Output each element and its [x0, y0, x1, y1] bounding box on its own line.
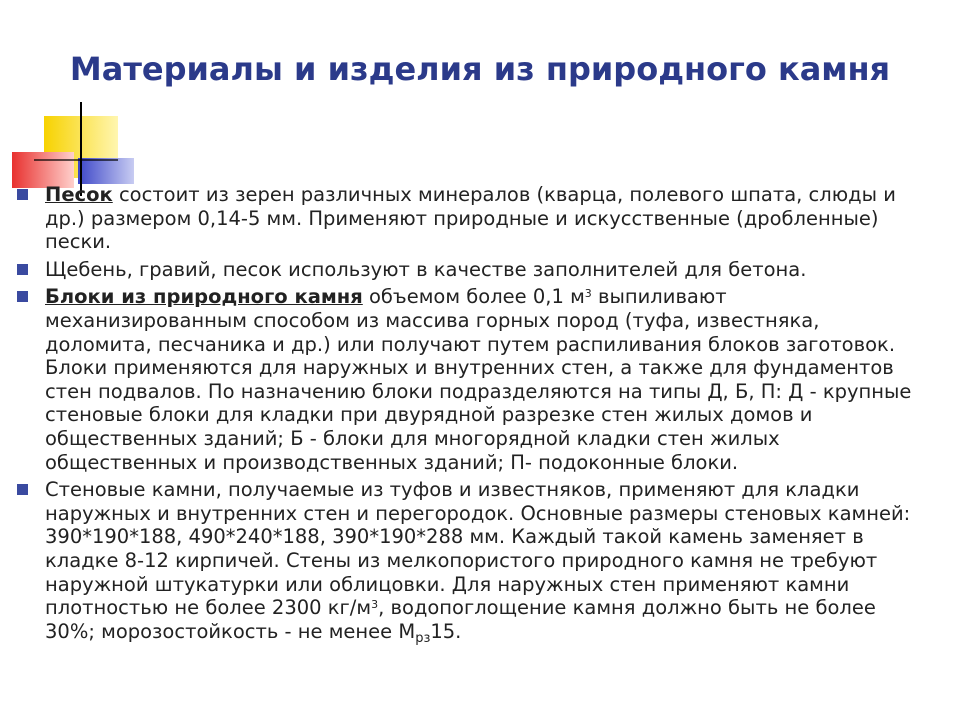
- list-item-wall-stones: [14, 478, 924, 646]
- list-item-sand: [14, 183, 924, 254]
- item-text: объемом более 0,1 м: [362, 285, 585, 309]
- subscript: рз: [415, 630, 431, 646]
- bullet-list: [14, 183, 924, 647]
- bullet-icon: [17, 189, 28, 200]
- list-item-aggregates: [14, 258, 924, 282]
- item-text: Стеновые камни, получаемые из туфов и известняков, применяют для кладки наружных и внутренних стен и перегородок. Основные размеры стеновых камней: 390*190*188, 490*240*188, 390*190*288 мм. Каждый такой камень заменяет в кладке 8-12 кирпичей. Стены из мелкопористого природного камня не требуют наружной штукатурки или облицовки. Для наружных стен применяют камни плотностью не более 2300 кг/м: [45, 478, 911, 620]
- item-text-end: 15.: [430, 619, 462, 643]
- decorative-squares: [0, 0, 960, 200]
- deco-blue-square: [78, 158, 134, 184]
- item-text-cont: , водопоглощение камня должно быть не более 30%; морозостойкость - не менее М: [45, 596, 876, 643]
- item-text: состоит из зерен различных минералов (кварца, полевого шпата, слюды и др.) размером 0,14-5 мм. Применяют природные и искусственные (дробленные) пески.: [45, 183, 896, 254]
- bullet-icon: [17, 264, 28, 275]
- superscript: 3: [371, 598, 379, 612]
- item-lead: Песок: [45, 183, 113, 206]
- item-lead: Блоки из природного камня: [45, 285, 363, 309]
- item-text: Щебень, гравий, песок используют в качестве заполнителей для бетона.: [45, 257, 807, 281]
- item-text-cont: выпиливают механизированным способом из массива горных пород (туфа, известняка, доломита, песчаника и др.) или получают путем распиливания блоков заготовок. Блоки применяются для наружных и внутренних стен, а также для фундаментов стен подвалов. По назначению блоки подразделяются на типы Д, Б, П: Д - крупные стеновые блоки для кладки при двурядной разрезке стен жилых домов и общественных зданий; Б - блоки для многорядной кладки стен жилых общественных и производственных зданий; П- подоконные блоки.: [45, 285, 912, 474]
- superscript: 3: [584, 287, 592, 301]
- bullet-icon: [17, 291, 28, 302]
- slide-title: Материалы и изделия из природного камня: [69, 50, 891, 88]
- list-item-stone-blocks: [14, 285, 924, 474]
- bullet-icon: [17, 484, 28, 495]
